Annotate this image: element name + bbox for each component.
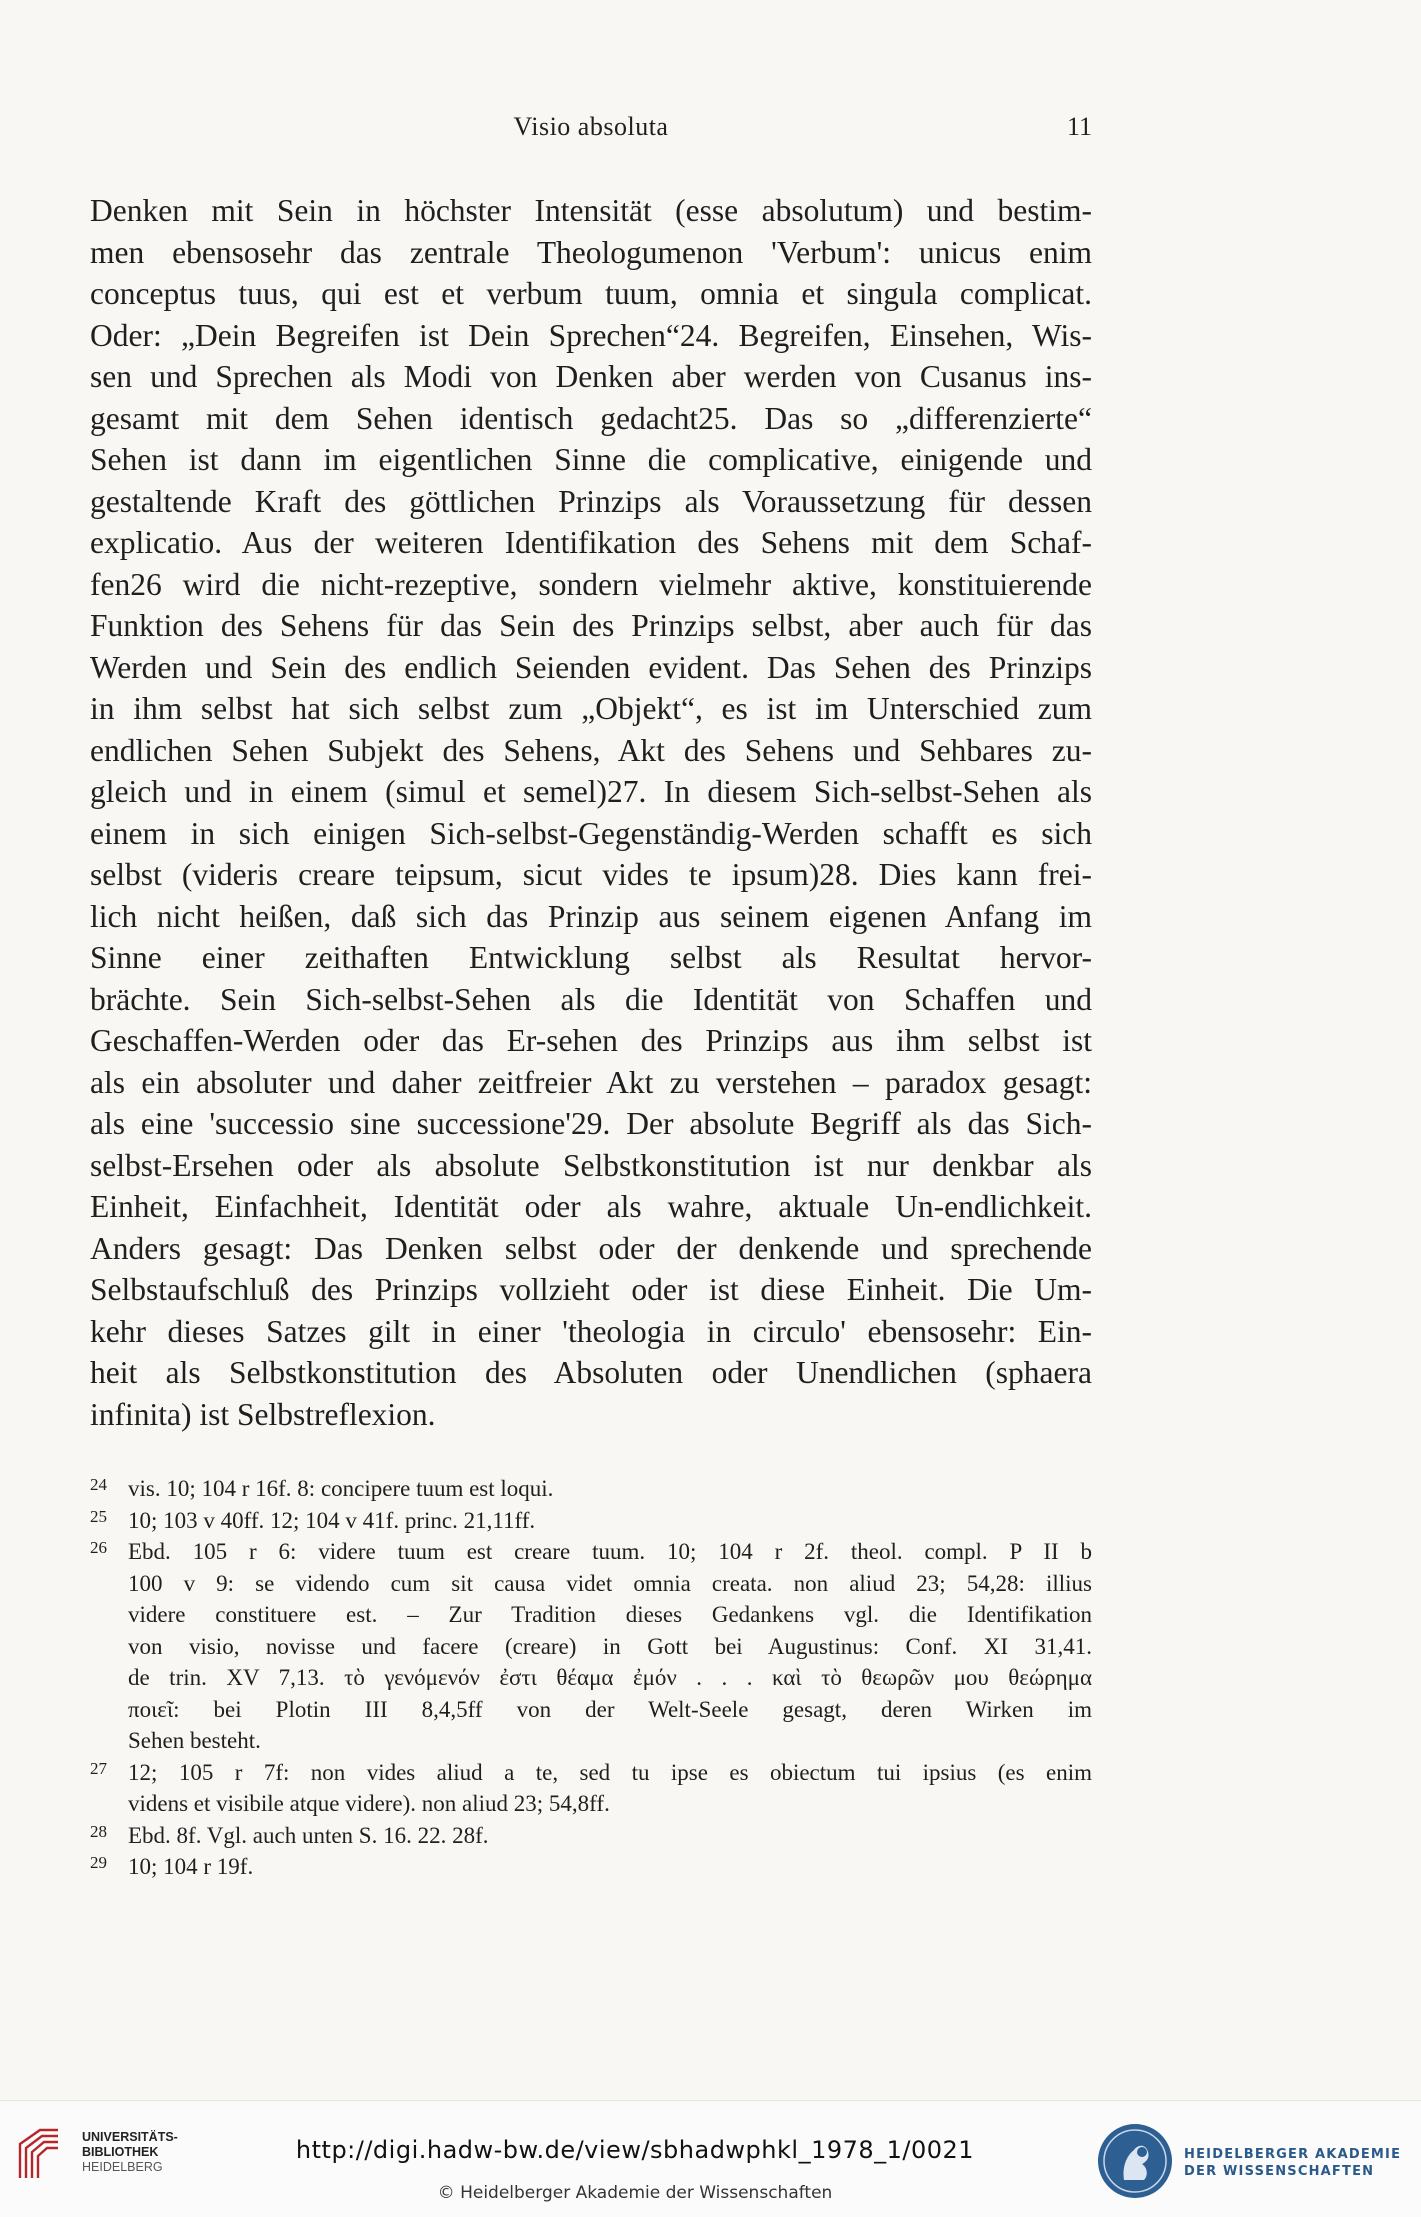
footnote-number: 28 — [90, 1821, 107, 1841]
footnote-line: ποιεῖ: bei Plotin III 8,4,5ff von der Welt-Seele gesagt, deren Wirken im — [128, 1696, 1092, 1722]
footnote-line: 12; 105 r 7f: non vides aliud a te, sed tu ipse es obiectum tui ipsius (es enim — [128, 1759, 1092, 1785]
body-line: Oder: „Dein Begreifen ist Dein Sprechen“24. Begreifen, Einsehen, Wis- — [90, 317, 1092, 353]
body-line: als ein absoluter und daher zeitfreier Akt zu verstehen – paradox gesagt: — [90, 1064, 1092, 1100]
body-line: lich nicht heißen, daß sich das Prinzip aus seinem eigenen Anfang im — [90, 898, 1092, 934]
body-line: Sinne einer zeithaften Entwicklung selbst als Resultat hervor- — [90, 940, 1092, 975]
footnote-line: Ebd. 8f. Vgl. auch unten S. 16. 22. 28f. — [128, 1822, 489, 1848]
academy-seal-icon[interactable] — [1096, 2122, 1174, 2200]
body-line: Funktion des Sehens für das Sein des Prinzips selbst, aber auch für das — [90, 608, 1092, 643]
page-header — [90, 112, 1092, 152]
footnote-number: 26 — [90, 1538, 107, 1557]
body-line: infinita) ist Selbstreflexion. — [90, 1396, 436, 1432]
footnote-number: 25 — [90, 1506, 107, 1526]
footnote — [90, 1851, 1092, 1883]
body-line: Sehen ist dann im eigentlichen Sinne die complicative, einigende und — [90, 442, 1092, 477]
body-line: Geschaffen-Werden oder das Er-sehen des Prinzips aus ihm selbst ist — [90, 1023, 1092, 1058]
footnote-line: Sehen besteht. — [128, 1728, 261, 1753]
copyright-notice: © Heidelberger Akademie der Wissenschaften — [437, 2183, 833, 2203]
body-line: selbst-Ersehen oder als absolute Selbstkonstitution ist nur denkbar als — [90, 1147, 1092, 1183]
page-number: 11 — [1066, 112, 1092, 141]
footnote-line: von visio, novisse und facere (creare) in Gott bei Augustinus: Conf. XI 31,41. — [128, 1633, 1092, 1659]
footnote-line: de trin. XV 7,13. τὸ γενόμενόν ἐστι θέαμα ἐμόν . . . καὶ τὸ θεωρῶν μου θεώρημα — [128, 1665, 1092, 1690]
body-line: gleich und in einem (simul et semel)27. In diesem Sich-selbst-Sehen als — [90, 774, 1092, 809]
library-city: HEIDELBERG — [82, 2160, 163, 2174]
footnote — [90, 1536, 1092, 1757]
footnote-line: 100 v 9: se videndo cum sit causa videt omnia creata. non aliud 23; 54,28: illius — [128, 1570, 1092, 1596]
academy-line1: HEIDELBERGER AKADEMIE — [1184, 2147, 1402, 2162]
footnote-number: 24 — [90, 1475, 107, 1494]
footnotes — [90, 1473, 1092, 1883]
library-name-line2: BIBLIOTHEK — [82, 2145, 159, 2159]
footnote — [90, 1757, 1092, 1820]
footnote-line: vis. 10; 104 r 16f. 8: concipere tuum est loqui. — [128, 1476, 554, 1501]
footnote-number: 27 — [90, 1758, 107, 1778]
footnote — [90, 1505, 1092, 1537]
footnote-number: 29 — [90, 1853, 107, 1872]
body-line: fen26 wird die nicht-rezeptive, sondern vielmehr aktive, konstituierende — [90, 566, 1092, 602]
body-line: kehr dieses Satzes gilt in einer 'theologia in circulo' ebensosehr: Ein- — [90, 1313, 1092, 1349]
footnote-line: videns et visibile atque videre). non aliud 23; 54,8ff. — [128, 1791, 610, 1816]
body-line: conceptus tuus, qui est et verbum tuum, omnia et singula complicat. — [90, 276, 1092, 311]
body-text — [90, 190, 1092, 1435]
footnote-line: 10; 103 v 40ff. 12; 104 v 41f. princ. 21,11ff. — [128, 1507, 536, 1533]
body-line: heit als Selbstkonstitution des Absoluten oder Unendlichen (sphaera — [90, 1355, 1092, 1390]
footnote-line: videre constituere est. – Zur Tradition dieses Gedankens vgl. die Identifikation — [128, 1602, 1092, 1627]
footnote — [90, 1820, 1092, 1852]
body-line: gesamt mit dem Sehen identisch gedacht25. Das so „differenzierte“ — [90, 400, 1092, 436]
body-line: gestaltende Kraft des göttlichen Prinzips als Voraussetzung für dessen — [90, 483, 1092, 519]
body-line: Selbstaufschluß des Prinzips vollzieht oder ist diese Einheit. Die Um- — [90, 1272, 1092, 1307]
body-line: Einheit, Einfachheit, Identität oder als wahre, aktuale Un-endlichkeit. — [90, 1189, 1092, 1224]
library-name-line1: UNIVERSITÄTS- — [82, 2130, 178, 2144]
body-line: selbst (videris creare teipsum, sicut vides te ipsum)28. Dies kann frei- — [90, 857, 1092, 892]
body-line: in ihm selbst hat sich selbst zum „Objekt“, es ist im Unterschied zum — [90, 691, 1092, 726]
footnote — [90, 1473, 1092, 1505]
academy-line2: DER WISSENSCHAFTEN — [1184, 2164, 1375, 2179]
body-line: Denken mit Sein in höchster Intensität (esse absolutum) und bestim- — [90, 193, 1092, 228]
body-line: als eine 'successio sine successione'29. Der absolute Begriff als das Sich- — [90, 1106, 1092, 1141]
body-line: Werden und Sein des endlich Seienden evident. Das Sehen des Prinzips — [90, 649, 1092, 685]
body-line: explicatio. Aus der weiteren Identifikation des Sehens mit dem Schaf- — [90, 525, 1092, 560]
body-line: brächte. Sein Sich-selbst-Sehen als die Identität von Schaffen und — [90, 981, 1092, 1017]
document-url-link[interactable]: http://digi.hadw-bw.de/view/sbhadwphkl_1978_1/0021 — [295, 2136, 975, 2164]
academy-label — [1184, 2146, 1401, 2180]
body-line: einem in sich einigen Sich-selbst-Gegenständig-Werden schafft es sich — [90, 815, 1092, 851]
running-title: Visio absoluta — [513, 112, 669, 141]
footnote-line: 10; 104 r 19f. — [128, 1854, 254, 1879]
body-line: endlichen Sehen Subjekt des Sehens, Akt des Sehens und Sehbares zu- — [90, 732, 1092, 768]
body-line: sen und Sprechen als Modi von Denken aber werden von Cusanus ins- — [90, 359, 1092, 394]
body-line: men ebensosehr das zentrale Theologumenon 'Verbum': unicus enim — [90, 234, 1092, 270]
body-line: Anders gesagt: Das Denken selbst oder der denkende und sprechende — [90, 1230, 1092, 1266]
footnote-line: Ebd. 105 r 6: videre tuum est creare tuum. 10; 104 r 2f. theol. compl. P II b — [128, 1539, 1092, 1564]
